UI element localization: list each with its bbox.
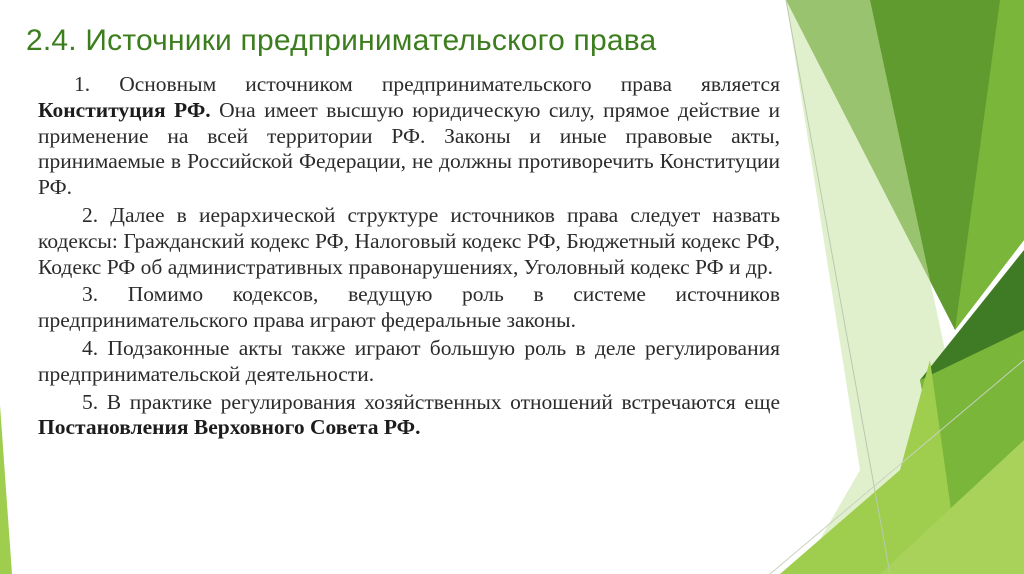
paragraph-1-start: 1. Основным источником предпринимательского права является (74, 72, 780, 96)
constitution-bold: Конституция РФ. (38, 97, 211, 122)
resolutions-bold: Постановления Верховного Совета РФ. (38, 415, 421, 440)
scanned-text-block (38, 72, 780, 443)
left-accent-shape (0, 405, 12, 574)
paragraph-1 (38, 72, 780, 201)
paragraph-1-end: Она имеет высшую юридическую силу, прямое действие и применение на всей территории РФ. Законы и иные правовые акты, принимаемые в Российской Федерации, не должны противоречить Конституции РФ. (38, 97, 780, 200)
paragraph-3: 3. Помимо кодексов, ведущую роль в системе источников предпринимательского права играют федеральные законы. (38, 282, 780, 333)
slide-title: 2.4. Источники предпринимательского права (26, 24, 657, 57)
paragraph-5-start: 5. В практике регулирования хозяйственных отношений встречаются еще (82, 389, 780, 414)
paragraph-5 (38, 390, 780, 442)
paragraph-2: 2. Далее в иерархической структуре источников права следует назвать кодексы: Гражданский кодекс РФ, Налоговый кодекс РФ, Бюджетный кодекс РФ, Кодекс РФ об административных правонарушениях, Уголовный кодекс РФ и др. (38, 202, 780, 279)
paragraph-4: 4. Подзаконные акты также играют большую роль в деле регулирования предпринимательской деятельности. (38, 335, 780, 386)
